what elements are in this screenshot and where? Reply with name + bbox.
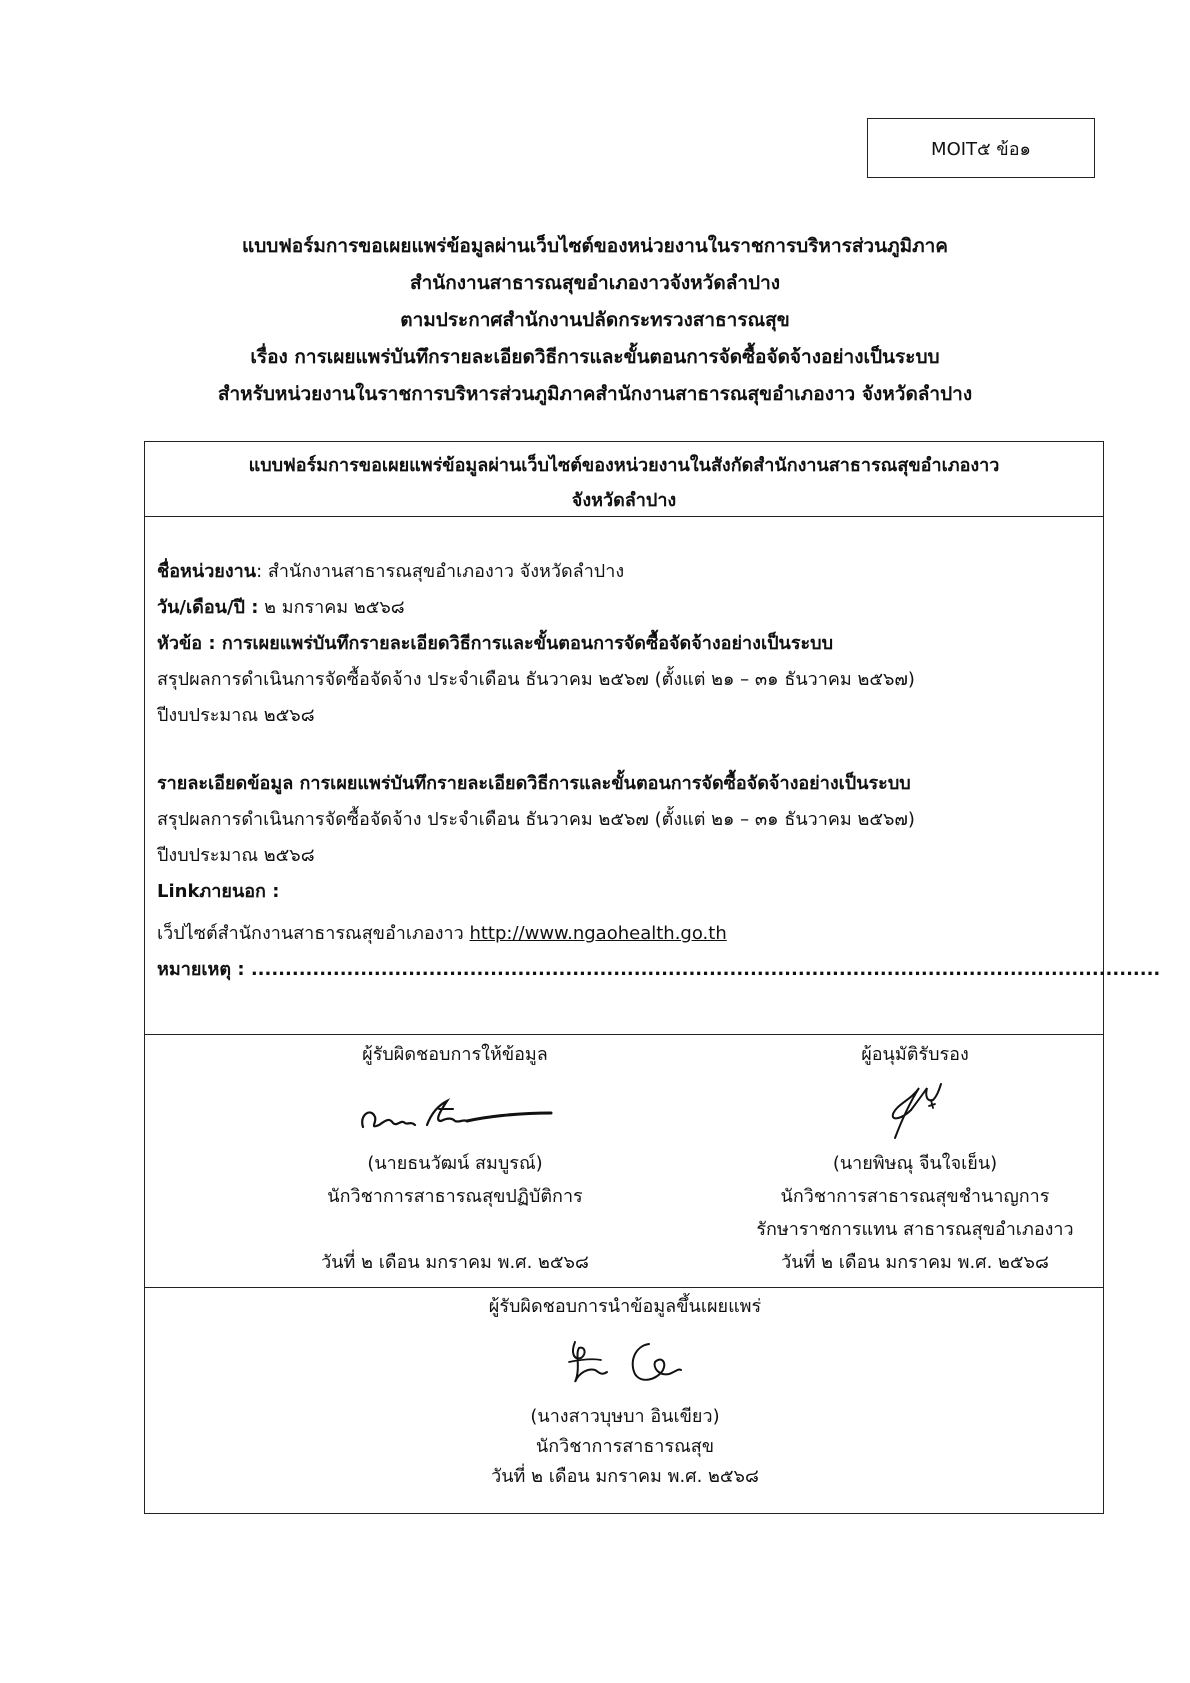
approver-role: ผู้อนุมัติรับรอง [861, 1044, 969, 1065]
unit-label: ชื่อหน่วยงาน [157, 561, 257, 582]
document-code: MOIT๕ ข้อ๑ [931, 138, 1031, 160]
title-divider [145, 516, 1103, 517]
header-line-3: ตามประกาศสำนักงานปลัดกระทรวงสาธารณสุข [400, 309, 790, 331]
publisher-signature-icon [545, 1332, 705, 1392]
publisher-position: นักวิชาการสาธารณสุข [535, 1436, 715, 1457]
form-title-line-1: แบบฟอร์มการขอเผยแพร่ข้อมูลผ่านเว็บไซต์ของหน่วยงานในสังกัดสำนักงานสาธารณสุขอำเภองาว [248, 455, 1000, 476]
responsible-date: วันที่ ๒ เดือน มกราคม พ.ศ. ๒๕๖๘ [321, 1252, 589, 1273]
note: หมายเหตุ : ..................................................................................................................................... [157, 959, 1161, 980]
document-code-box [867, 118, 1095, 178]
approver-signature [705, 1071, 1125, 1147]
responsible-role: ผู้รับผิดชอบการให้ข้อมูล [362, 1044, 548, 1065]
signature-divider [145, 1287, 1103, 1288]
document-header [0, 228, 1190, 413]
responsible-signature-icon [355, 1079, 555, 1139]
approver-acting: รักษาราชการแทน สาธารณสุขอำเภองาว [756, 1219, 1074, 1240]
form-title-line-2: จังหวัดลำปาง [571, 490, 677, 511]
publisher-date: วันที่ ๒ เดือน มกราคม พ.ศ. ๒๕๖๘ [491, 1466, 759, 1487]
form-title [145, 448, 1103, 518]
approver-signature-icon [875, 1074, 955, 1144]
unit-row [157, 554, 1087, 590]
publisher-signature [425, 1322, 825, 1402]
summary-line: สรุปผลการดำเนินการจัดซื้อจัดจ้าง ประจำเดือน ธันวาคม ๒๕๖๗ (ตั้งแต่ ๒๑ – ๓๑ ธันวาคม ๒๕๖๗) [157, 669, 915, 690]
detail-label: รายละเอียดข้อมูล การเผยแพร่บันทึกรายละเอียดวิธีการและขั้นตอนการจัดซื้อจัดจ้างอย่างเป็นระบบ [157, 773, 911, 794]
header-line-1: แบบฟอร์มการขอเผยแพร่ข้อมูลผ่านเว็บไซต์ของหน่วยงานในราชการบริหารส่วนภูมิภาค [241, 235, 949, 257]
date-value: ๒ มกราคม ๒๕๖๘ [258, 597, 405, 618]
publisher-name: (นางสาวบุษบา อินเขียว) [530, 1406, 720, 1427]
approver-name: (นายพิษณุ จีนใจเย็น) [832, 1153, 998, 1174]
responsible-signature-block [265, 1038, 645, 1279]
approver-signature-block [705, 1038, 1125, 1279]
detail-fiscal-year: ปีงบประมาณ ๒๕๖๘ [157, 845, 315, 866]
topic: หัวข้อ : การเผยแพร่บันทึกรายละเอียดวิธีการและขั้นตอนการจัดซื้อจัดจ้างอย่างเป็นระบบ [157, 633, 834, 654]
website-row [157, 916, 1087, 952]
body-divider [145, 1034, 1103, 1035]
responsible-position: นักวิชาการสาธารณสุขปฏิบัติการ [327, 1186, 583, 1207]
responsible-name: (นายธนวัฒน์ สมบูรณ์) [367, 1153, 543, 1174]
form-frame [144, 441, 1161, 1514]
detail-summary: สรุปผลการดำเนินการจัดซื้อจัดจ้าง ประจำเดือน ธันวาคม ๒๕๖๗ (ตั้งแต่ ๒๑ – ๓๑ ธันวาคม ๒๕๖๗) [157, 809, 915, 830]
date-row [157, 590, 1087, 626]
unit-value: : สำนักงานสาธารณสุขอำเภองาว จังหวัดลำปาง [256, 561, 625, 582]
website-link[interactable]: http://www.ngaohealth.go.th [469, 923, 727, 944]
form-body [157, 554, 1161, 988]
header-line-4: เรื่อง การเผยแพร่บันทึกรายละเอียดวิธีการและขั้นตอนการจัดซื้อจัดจ้างอย่างเป็นระบบ [250, 346, 940, 368]
publisher-role: ผู้รับผิดชอบการนำข้อมูลขึ้นเผยแพร่ [488, 1296, 762, 1317]
website-label: เว็ปไซต์สำนักงานสาธารณสุขอำเภองาว [157, 923, 470, 944]
approver-position: นักวิชาการสาธารณสุขชำนาญการ [780, 1186, 1050, 1207]
date-label: วัน/เดือน/ปี : [157, 597, 259, 618]
external-link-label: Linkภายนอก : [157, 881, 280, 902]
header-line-5: สำหรับหน่วยงานในราชการบริหารส่วนภูมิภาคสำนักงานสาธารณสุขอำเภองาว จังหวัดลำปาง [217, 383, 973, 405]
publisher-signature-block [425, 1292, 825, 1492]
fiscal-year: ปีงบประมาณ ๒๕๖๘ [157, 705, 315, 726]
approver-date: วันที่ ๒ เดือน มกราคม พ.ศ. ๒๕๖๘ [781, 1252, 1049, 1273]
header-line-2: สำนักงานสาธารณสุขอำเภองาวจังหวัดลำปาง [409, 272, 781, 294]
responsible-signature [265, 1071, 645, 1147]
